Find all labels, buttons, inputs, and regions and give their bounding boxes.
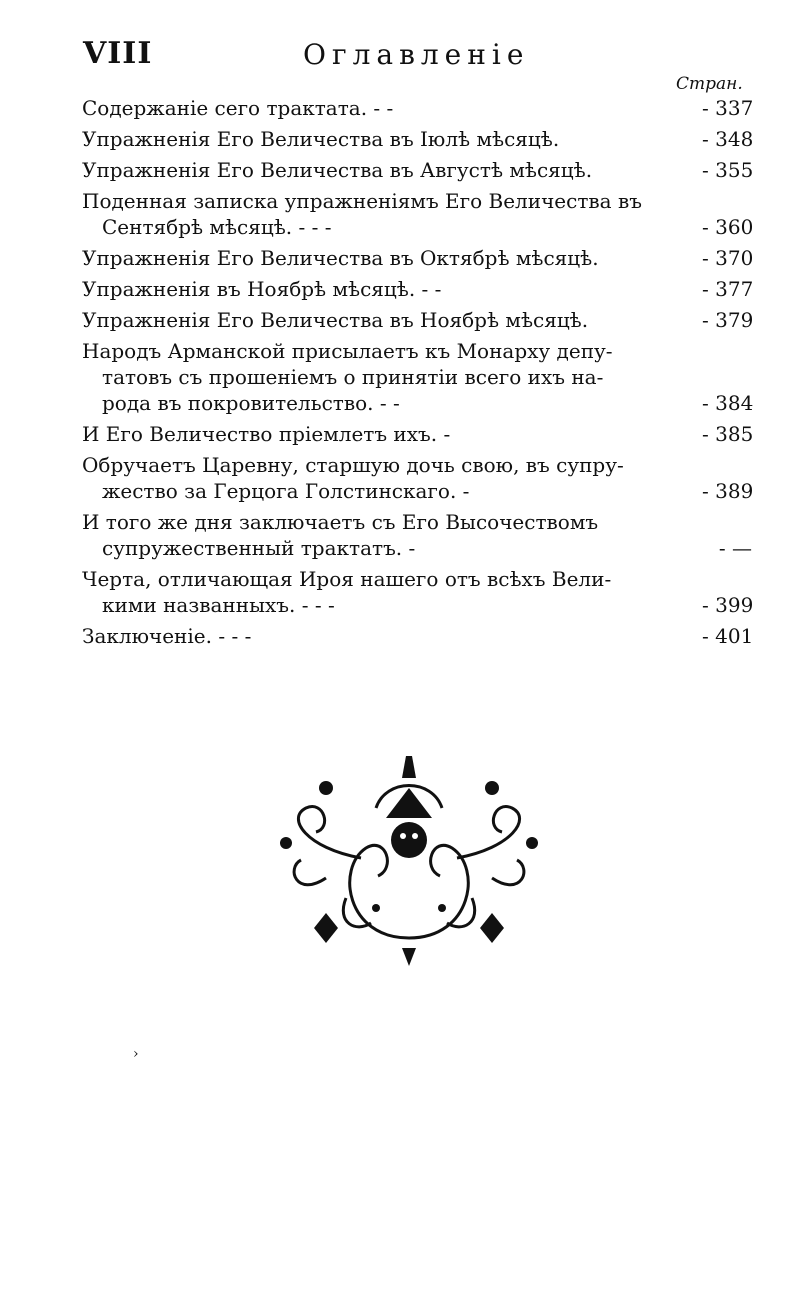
toc-entry-text: Упражненiя Его Величества въ Iюлѣ мѣсяцѣ. [82,127,560,151]
toc-entry [82,452,752,504]
toc-entry-page: - 379 [702,308,754,332]
toc-entry-page: - 360 [702,215,754,239]
toc-entry-text: Черта, отличающая Ироя нашего отъ всѣхъ Вели- [82,567,612,591]
toc-entry [82,338,752,416]
toc-entry-text-continued: кими названныхъ. - - - [102,593,335,617]
decorative-ornament [266,748,552,970]
toc-entry-page: - 355 [702,158,754,182]
toc-entry-page: - 337 [702,96,754,120]
toc-entry-text: Упражненiя Его Величества въ Ноябрѣ мѣсяцѣ. [82,308,589,332]
toc-entry-text-continued: супружественный трактатъ. - [102,536,416,560]
toc-entry-text: И того же дня заключаетъ съ Его Высочествомъ [82,510,599,534]
toc-entry [82,623,752,649]
toc-entry-text: Народъ Арманской присылаетъ къ Монарху депу- [82,339,613,363]
toc-entry-page: - — [718,536,752,560]
toc-entry [82,245,752,271]
toc-entry [82,421,752,447]
toc-entry-page: - 377 [702,277,754,301]
toc-entry-text: Содержанie сего трактата. - - [82,96,394,120]
toc-entry [82,276,752,302]
toc-entry [82,95,752,121]
toc-entry [82,157,752,183]
stray-mark: › [133,1046,139,1062]
toc-entry [82,126,752,152]
toc-entry-text: Поденная записка упражненiямъ Его Величества въ [82,189,642,213]
page-column-label: Стран. [676,74,743,94]
toc-entry [82,188,752,240]
toc-entry-page: - 401 [702,624,754,648]
toc-entry-page: - 385 [702,422,754,446]
toc-entry-page: - 389 [702,479,754,503]
toc-entry-text-continued: татовъ съ прошенiемъ о принятiи всего ихъ на- [102,365,604,389]
toc-entry-text: Упражненiя Его Величества въ Октябрѣ мѣсяцѣ. [82,246,599,270]
toc-entry-page: - 384 [702,391,754,415]
page-title: Оглавленie [303,38,530,71]
toc-entry-text-continued: жество за Герцога Голстинскаго. - [102,479,470,503]
toc-entry-page: - 399 [702,593,754,617]
toc-entry [82,509,752,561]
toc-entry-text: Упражненiя въ Ноябрѣ мѣсяцѣ. - - [82,277,442,301]
toc-entry-page: - 370 [702,246,754,270]
page-number: VIII [83,36,153,71]
toc-entry-text: Обручаетъ Царевну, старшую дочь свою, въ супру- [82,453,624,477]
table-of-contents [82,95,752,654]
toc-entry-page: - 348 [702,127,754,151]
toc-entry [82,566,752,618]
toc-entry-text: Упражненiя Его Величества въ Августѣ мѣсяцѣ. [82,158,593,182]
toc-entry-text: И Его Величество прiемлетъ ихъ. - [82,422,451,446]
toc-entry-text-continued: рода въ покровительство. - - [102,391,400,415]
toc-entry [82,307,752,333]
toc-entry-text: Заключенie. - - - [82,624,252,648]
toc-entry-text-continued: Сентябрѣ мѣсяцѣ. - - - [102,215,332,239]
